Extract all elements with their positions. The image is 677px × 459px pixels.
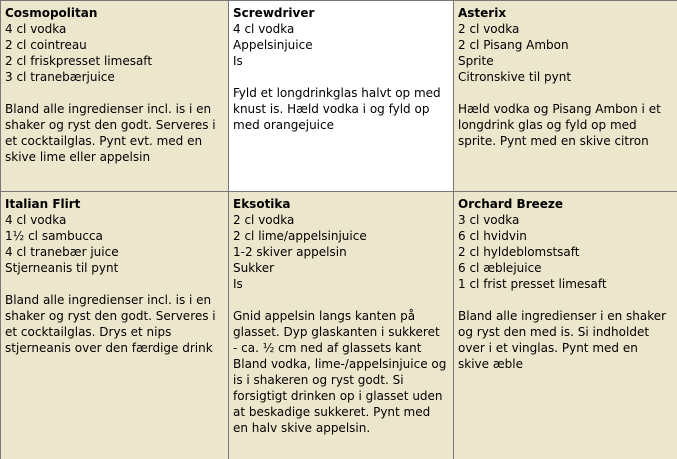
ingredient: 2 cl cointreau: [5, 38, 87, 52]
recipe-title: Italian Flirt: [5, 197, 81, 211]
recipe-cell-screwdriver: [228, 1, 453, 191]
recipe-cell-cosmopolitan: [1, 1, 228, 191]
recipe-title: Screwdriver: [233, 6, 315, 20]
ingredient: 4 cl vodka: [5, 213, 67, 227]
ingredient: 6 cl hvidvin: [458, 229, 527, 243]
recipe-cell-orchard-breeze: [453, 191, 677, 459]
ingredient: 4 cl vodka: [233, 22, 295, 36]
recipe-title: Cosmopolitan: [5, 6, 98, 20]
ingredient: 4 cl tranebær juice: [5, 245, 119, 259]
recipe-description: Bland alle ingredienser incl. is i en shaker og ryst den godt. Serveres i et cocktailglas. Drys et nips stjerneanis over den færdige drink: [5, 293, 216, 355]
ingredient: Sprite: [458, 54, 494, 68]
recipe-title: Eksotika: [233, 197, 291, 211]
ingredient: Sukker: [233, 261, 275, 275]
ingredient: 2 cl vodka: [233, 213, 295, 227]
recipe-description: Gnid appelsin langs kanten på glasset. Dyp glaskanten i sukkeret - ca. ½ cm ned af glassets kant Bland vodka, lime-/appelsinjuice og is i shakeren og ryst godt. Si forsigtigt drinken op i glasset uden at beskadige sukkeret. Pynt med en halv skive appelsin.: [233, 309, 447, 435]
ingredient: 2 cl friskpresset limesaft: [5, 54, 153, 68]
ingredient: 3 cl tranebærjuice: [5, 70, 115, 84]
ingredient: 1½ cl sambucca: [5, 229, 103, 243]
spacer: [458, 292, 671, 308]
ingredient: 2 cl hyldeblomstsaft: [458, 245, 580, 259]
recipe-cell-eksotika: [228, 191, 453, 459]
spacer: [5, 85, 222, 101]
recipe-description: Fyld et longdrinkglas halvt op med knust is. Hæld vodka i og fyld op med orangejuice: [233, 86, 441, 132]
ingredient: Is: [233, 54, 243, 68]
recipe-description: Hæld vodka og Pisang Ambon i et longdrink glas og fyld op med sprite. Pynt med en skive citron: [458, 102, 661, 148]
ingredient: 2 cl lime/appelsinjuice: [233, 229, 367, 243]
ingredient: 2 cl vodka: [458, 22, 520, 36]
recipe-description: Bland alle ingredienser i en shaker og ryst den med is. Si indholdet over i et vinglas. Pynt med en skive æble: [458, 309, 667, 371]
ingredient: 1-2 skiver appelsin: [233, 245, 347, 259]
recipe-title: Orchard Breeze: [458, 197, 564, 211]
spacer: [458, 85, 671, 101]
spacer: [5, 276, 222, 292]
ingredient: Stjerneanis til pynt: [5, 261, 119, 275]
ingredient: Citronskive til pynt: [458, 70, 572, 84]
spacer: [233, 69, 447, 85]
spacer: [233, 292, 447, 308]
ingredient: 4 cl vodka: [5, 22, 67, 36]
recipe-cell-italian-flirt: [1, 191, 228, 459]
ingredient: Appelsinjuice: [233, 38, 313, 52]
ingredient: Is: [233, 277, 243, 291]
recipe-title: Asterix: [458, 6, 507, 20]
ingredient: 3 cl vodka: [458, 213, 520, 227]
ingredient: 2 cl Pisang Ambon: [458, 38, 569, 52]
ingredient: 1 cl frist presset limesaft: [458, 277, 607, 291]
recipe-cell-asterix: [453, 1, 677, 191]
recipe-description: Bland alle ingredienser incl. is i en shaker og ryst den godt. Serveres i et cocktailglas. Pynt evt. med en skive lime eller appelsin: [5, 102, 216, 164]
ingredient: 6 cl æblejuice: [458, 261, 542, 275]
